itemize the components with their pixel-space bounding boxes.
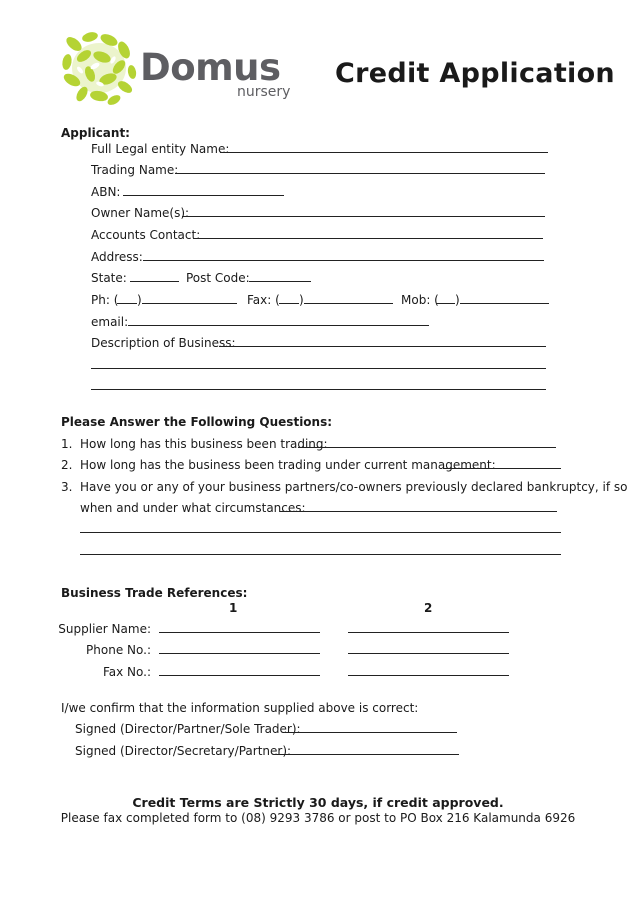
phone-area-code-field[interactable] [117,303,137,304]
fax-area-code-field[interactable] [279,303,299,304]
description-field-line-3[interactable] [91,389,546,390]
question-3-number: 3. [61,480,73,494]
reference-1-supplier-name-field[interactable] [159,632,320,633]
brand-name: Domus [140,46,281,89]
state-field[interactable] [130,281,179,282]
supplier-name-label: Supplier Name: [58,622,151,636]
post-code-field[interactable] [249,281,311,282]
email-label: email: [91,315,129,329]
accounts-contact-field[interactable] [193,238,543,239]
brand-subtitle: nursery [237,84,291,100]
reference-column-2-header: 2 [424,601,433,615]
question-3-answer-field-line-2[interactable] [80,532,561,533]
question-2-answer-field[interactable] [443,468,561,469]
signed-director-partner-sole-trader-label: Signed (Director/Partner/Sole Trader): [75,722,301,736]
email-field[interactable] [128,325,429,326]
trading-name-field[interactable] [175,173,545,174]
address-label: Address: [91,250,143,264]
reference-2-phone-field[interactable] [348,653,509,654]
reference-column-1-header: 1 [229,601,238,615]
fax-paren-close: ) [299,293,304,307]
fax-label: Fax: ( [247,293,280,307]
confirmation-statement: I/we confirm that the information supplied above is correct: [61,701,419,715]
reference-2-supplier-name-field[interactable] [348,632,509,633]
domus-leaf-logo-icon [58,28,140,108]
question-2-text: How long has the business been trading under current management: [80,458,496,472]
mobile-paren-close: ) [455,293,460,307]
description-label: Description of Business: [91,336,236,350]
full-legal-name-label: Full Legal entity Name: [91,142,230,156]
post-code-label: Post Code: [186,271,250,285]
question-1-answer-field[interactable] [298,447,556,448]
phone-paren-close: ) [137,293,142,307]
mobile-prefix-field[interactable] [436,303,455,304]
fax-no-label: Fax No.: [102,665,151,679]
fax-number-field[interactable] [304,303,393,304]
reference-1-fax-field[interactable] [159,675,320,676]
page-title: Credit Application [335,58,615,89]
credit-terms-notice: Credit Terms are Strictly 30 days, if credit approved. [132,795,504,810]
owner-names-label: Owner Name(s): [91,206,190,220]
phone-label: Ph: ( [91,293,119,307]
references-heading: Business Trade References: [61,586,248,600]
mobile-label: Mob: ( [401,293,439,307]
phone-no-label: Phone No.: [86,643,151,657]
owner-names-field[interactable] [182,216,545,217]
question-3-answer-field-line-3[interactable] [80,554,561,555]
questions-heading: Please Answer the Following Questions: [61,415,333,429]
question-3-answer-field-line-1[interactable] [280,511,557,512]
mobile-number-field[interactable] [460,303,549,304]
full-legal-name-field[interactable] [220,152,548,153]
question-3-text-continued: when and under what circumstances: [80,501,306,515]
description-field-line-1[interactable] [219,346,546,347]
signature-1-field[interactable] [285,732,457,733]
description-field-line-2[interactable] [91,368,546,369]
phone-number-field[interactable] [142,303,237,304]
reference-1-phone-field[interactable] [159,653,320,654]
accounts-contact-label: Accounts Contact: [91,228,201,242]
question-3-text: Have you or any of your business partners/co-owners previously declared bankruptcy, if so [80,480,628,494]
question-2-number: 2. [61,458,73,472]
reference-2-fax-field[interactable] [348,675,509,676]
signed-director-secretary-partner-label: Signed (Director/Secretary/Partner): [75,744,292,758]
question-1-number: 1. [61,437,73,451]
submission-instructions: Please fax completed form to (08) 9293 3786 or post to PO Box 216 Kalamunda 6926 [60,811,576,825]
state-label: State: [91,271,127,285]
trading-name-label: Trading Name: [91,163,179,177]
applicant-heading: Applicant: [61,126,130,140]
abn-label: ABN: [91,185,121,199]
abn-field[interactable] [123,195,284,196]
address-field[interactable] [143,260,544,261]
signature-2-field[interactable] [273,754,459,755]
question-1-text: How long has this business been trading: [80,437,328,451]
